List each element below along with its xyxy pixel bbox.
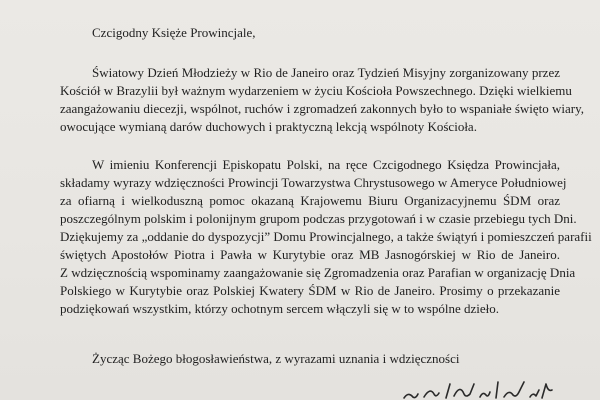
paragraph-line: Dziękujemy za „oddanie do dyspozycji” Domu Prowincjalnego, a także świątyń i pomieszczeń parafii	[60, 229, 592, 244]
letter-closing: Życząc Bożego błogosławieństwa, z wyrazami uznania i wdzięczności	[92, 351, 460, 366]
paragraph-line: poszczególnym polskim i polonijnym grupom podczas przygotowań i w czasie przebiegu tych Dni.	[60, 211, 577, 226]
letter-paragraph-1	[60, 64, 585, 136]
paragraph-line: podziękowań wszystkim, którzy ochotnym sercem włączyli się w to wspólne dzieło.	[60, 301, 500, 316]
paragraph-line: Światowy Dzień Młodzieży w Rio de Janeiro oraz Tydzień Misyjny zorganizowany przez	[92, 65, 560, 80]
letter-greeting: Czcigodny Księże Prowincjale,	[92, 25, 256, 40]
paragraph-line: składamy wyrazy wdzięczności Prowincji Towarzystwa Chrystusowego w Ameryce Południowej	[60, 175, 567, 190]
letter-paragraph-2	[60, 156, 592, 318]
paragraph-line: za ofiarną i wielkoduszną pomoc okazaną Krajowemu Biuru Organizacyjnemu ŚDM oraz	[60, 193, 560, 208]
paragraph-line: Kościół w Brazylii był ważnym wydarzeniem w życiu Kościoła Powszechnego. Dzięki wielkiemu	[60, 83, 572, 98]
paragraph-line: zaangażowaniu diecezji, wspólnot, ruchów i zgromadzeń zakonnych było to wspaniałe święto wiary,	[60, 101, 585, 116]
paragraph-line: W imieniu Konferencji Episkopatu Polski, na ręce Czcigodnego Księdza Prowincjała,	[92, 157, 560, 172]
paragraph-line: Polskiego w Kurytybie oraz Polskiej Kwatery ŚDM w Rio de Janeiro. Prosimy o przekazanie	[60, 283, 560, 298]
paragraph-line: świętych Apostołów Piotra i Pawła w Kurytybie oraz MB Jasnogórskiej w Rio de Janeiro.	[60, 247, 560, 262]
paragraph-line: owocujące wymianą darów duchowych i praktyczną lekcją wspólnoty Kościoła.	[60, 119, 477, 134]
handwritten-signature	[400, 378, 600, 400]
paragraph-line: Z wdzięcznością wspominamy zaangażowanie się Zgromadzenia oraz Parafian w organizację Dnia	[60, 265, 576, 280]
signature-strokes	[404, 382, 552, 398]
